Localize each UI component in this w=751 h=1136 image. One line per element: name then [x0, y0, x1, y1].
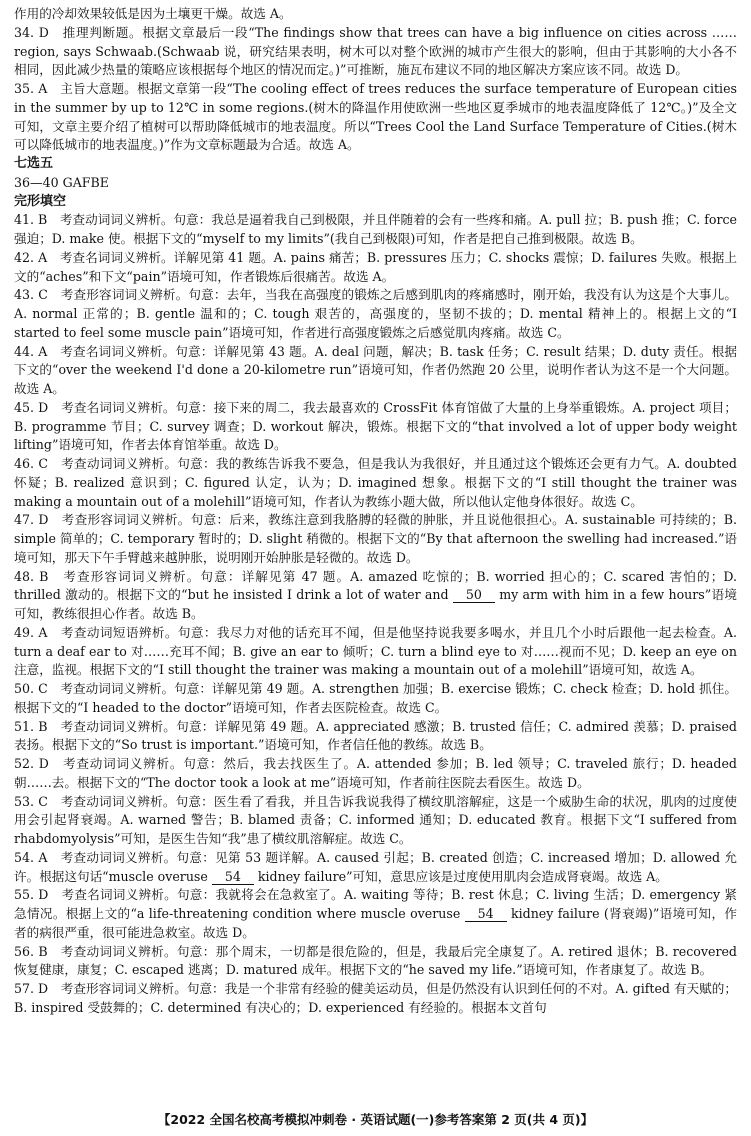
- answer-paragraph: 42. A 考查名词词义辨析。详解见第 41 题。A. pains 痛苦；B. pressures 压力；C. shocks 震惊；D. failures 失败。根据上文的“aches”和下文“pain”语境可知，作者锻炼后很痛苦。故选 A。: [14, 249, 737, 284]
- answer-paragraph: [14, 849, 737, 887]
- answer-paragraph: 35. A 主旨大意题。根据文章第一段“The cooling effect of trees reduces the surface temperature of European cities in the summer by up to 12℃ in some regions.(树木的降温作用使欧洲一些地区夏季城市的地表温度降低了 12℃。)”及全文可知，文章主要介绍了植树可以帮助降低城市的地表温度。所以“Trees Cool the Land Surface Temperature of Cities.(树木可以降低城市的地表温度。)”作为文章标题最为合适。故选 A。: [14, 81, 737, 153]
- answer-paragraph: [14, 568, 737, 624]
- answer-paragraph: 53. C 考查动词词义辨析。句意：医生看了看我，并且告诉我说我得了横纹肌溶解症，这是一个威胁生命的状况，肌肉的过度使用会引起肾衰竭。A. warned 警告；B. blamed 责备；C. informed 通知；D. educated 教育。根据下文“I suffered from rhabdomyolysis”可知，是医生告知“我”患了横纹肌溶解症。故选 C。: [14, 793, 737, 846]
- answer-paragraph: 50. C 考查动词词义辨析。句意：详解见第 49 题。A. strengthen 加强；B. exercise 锻炼；C. check 检查；D. hold 抓住。根据下文的“I headed to the doctor”语境可知，作者去医院检查。故选 C。: [14, 681, 737, 715]
- answer-paragraph: 作用的冷却效果较低是因为土壤更干燥。故选 A。: [14, 6, 292, 21]
- answer-text: 55. D 考查名词词义辨析。句意：我就将会在急救室了。A. waiting 等待；B. rest 休息；C. living 生活；D. emergency 紧急情况。根据上文的“a life-threatening condition where muscle overuse: [14, 887, 737, 921]
- page-footer: 【2022 全国名校高考模拟冲刺卷 · 英语试题(一)参考答案第 2 页(共 4 页)】: [157, 1112, 594, 1128]
- blank-number: 50: [453, 587, 495, 603]
- answer-paragraph: 41. B 考查动词词义辨析。句意：我总是逼着我自己到极限，并且伴随着的会有一些疼和痛。A. pull 拉；B. push 推；C. force 强迫；D. make 使。根据下文的“myself to my limits”(我自己到极限)可知，作者是把自己推到极限。故选 B。: [14, 212, 737, 246]
- answer-text: kidney failure (肾衰竭)”语境可知，作者的病很严重，很可能进急救室。故选 D。: [14, 906, 737, 940]
- page-body: [14, 5, 737, 1018]
- answer-paragraph: [14, 886, 737, 942]
- blank-number: 54: [465, 906, 507, 922]
- answer-paragraph: 56. B 考查动词词义辨析。句意：那个周末，一切都是很危险的，但是，我最后完全康复了。A. retired 退休；B. recovered 恢复健康，康复；C. escaped 逃离；D. matured 成年。根据下文的“he saved my life.”语境可知，作者康复了。故选 B。: [14, 943, 737, 978]
- answer-paragraph: 34. D 推理判断题。根据文章最后一段“The findings show that trees can have a big influence on cities across ……region, says Schwaab.(Schwaab 说，研究结果表明，树木可以对整个欧洲的城市产生很大的影响，但由于其影响的大小各不相同，因此减少热量的策略应该根据每个地区的情况而定。)”可推断，施瓦布建议不同的地区解决方案应该不同。故选 D。: [14, 24, 737, 78]
- answer-text: 48. B 考查形容词词义辨析。句意：详解见第 47 题。A. amazed 吃惊的；B. worried 担心的；C. scared 害怕的；D. thrilled 激动的。根据下文的“but he insisted I drink a lot of water and: [14, 568, 737, 603]
- answer-paragraph: 43. C 考查形容词词义辨析。句意：去年，当我在高强度的锻炼之后感到肌肉的疼痛感时，刚开始，我没有认为这是个大事儿。A. normal 正常的；B. gentle 温和的；C. tough 艰苦的，高强度的，坚韧不拔的；D. mental 精神上的。根据上文的“I started to feel some muscle pain”语境可知，作者进行高强度锻炼之后感觉肌肉疼痛。故选 C。: [14, 287, 737, 340]
- answer-text: 54. A 考查动词词义辨析。句意：见第 53 题详解。A. caused 引起；B. created 创造；C. increased 增加；D. allowed 允许。根据这句话“muscle overuse: [14, 849, 737, 884]
- answer-paragraph: 46. C 考查动词词义辨析。句意：我的教练告诉我不要急，但是我认为我很好，并且通过这个锻炼还会更有力气。A. doubted 怀疑；B. realized 意识到；C. figured 认定，认为；D. imagined 想象。根据下文的“I still thought the trainer was making a mountain out of a molehill”语境可知，作者认为教练小题大做，所以他认定他身体很好。故选 C。: [14, 456, 737, 509]
- answer-paragraph: 44. A 考查名词词义辨析。句意：详解见第 43 题。A. deal 问题，解决；B. task 任务；C. result 结果；D. duty 责任。根据下文的“over the weekend I'd done a 20-kilometre run”语境可知，作者仍然跑 20 公里，说明作者认为这不是一个大问题。故选 A。: [14, 343, 737, 396]
- section-heading: 完形填空: [14, 193, 67, 209]
- blank-number: 54: [212, 869, 254, 885]
- answer-paragraph: 47. D 考查形容词词义辨析。句意：后来，教练注意到我胳膊的轻微的肿胀，并且说他很担心。A. sustainable 可持续的；B. simple 简单的；C. temporary 暂时的；D. slight 稍微的。根据下文的“By that afternoon the swelling had increased.”语境可知，那天下午手臂越来越肿胀，说明刚开始肿胀是轻微的。故选 D。: [14, 512, 737, 565]
- answer-paragraph: 51. B 考查动词词义辨析。句意：详解见第 49 题。A. appreciated 感激；B. trusted 信任；C. admired 羡慕；D. praised 表扬。根据下文的“So trust is important.”语境可知，作者信任他的教练。故选 B。: [14, 718, 737, 753]
- answer-paragraph: 36—40 GAFBE: [14, 174, 109, 190]
- answer-paragraph: 57. D 考查形容词词义辨析。句意：我是一个非常有经验的健美运动员，但是仍然没有认识到任何的不对。A. gifted 有天赋的；B. inspired 受鼓舞的；C. determined 有决心的；D. experienced 有经验的。根据本文首句: [14, 981, 737, 1015]
- answer-text: kidney failure”可知，意思应该是过度使用肌肉会造成肾衰竭。故选 A。: [253, 868, 668, 884]
- answer-paragraph: 45. D 考查名词词义辨析。句意：接下来的周二，我去最喜欢的 CrossFit 体育馆做了大量的上身举重锻炼。A. project 项目；B. programme 节目；C. survey 调查；D. workout 解决，锻炼。根据下文的“that involved a lot of upper body weight lifting”语境可知，作者去体育馆举重。故选 D。: [14, 399, 737, 453]
- section-heading: 七选五: [14, 156, 54, 171]
- answer-paragraph: 52. D 考查动词词义辨析。句意：然后，我去找医生了。A. attended 参加；B. led 领导；C. traveled 旅行；D. headed 朝……去。根据下文的“The doctor took a look at me”语境可知，作者前往医院去看医生。故选 D。: [14, 756, 737, 790]
- answer-text: my arm with him in a few hours”语境可知，教练很担心作者。故选 B。: [14, 587, 737, 621]
- answer-paragraph: 49. A 考查动词短语辨析。句意：我尽力对他的话充耳不闻，但是他坚持说我要多喝水，并且几个小时后跟他一起去检查。A. turn a deaf ear to 对……充耳不闻；B. give an ear to 倾听；C. turn a blind eye to 对……视而不见；D. keep an eye on 注意，监视。根据下文的“I still thought the trainer was making a mountain out of a molehill”语境可知，故选 A。: [14, 624, 737, 678]
